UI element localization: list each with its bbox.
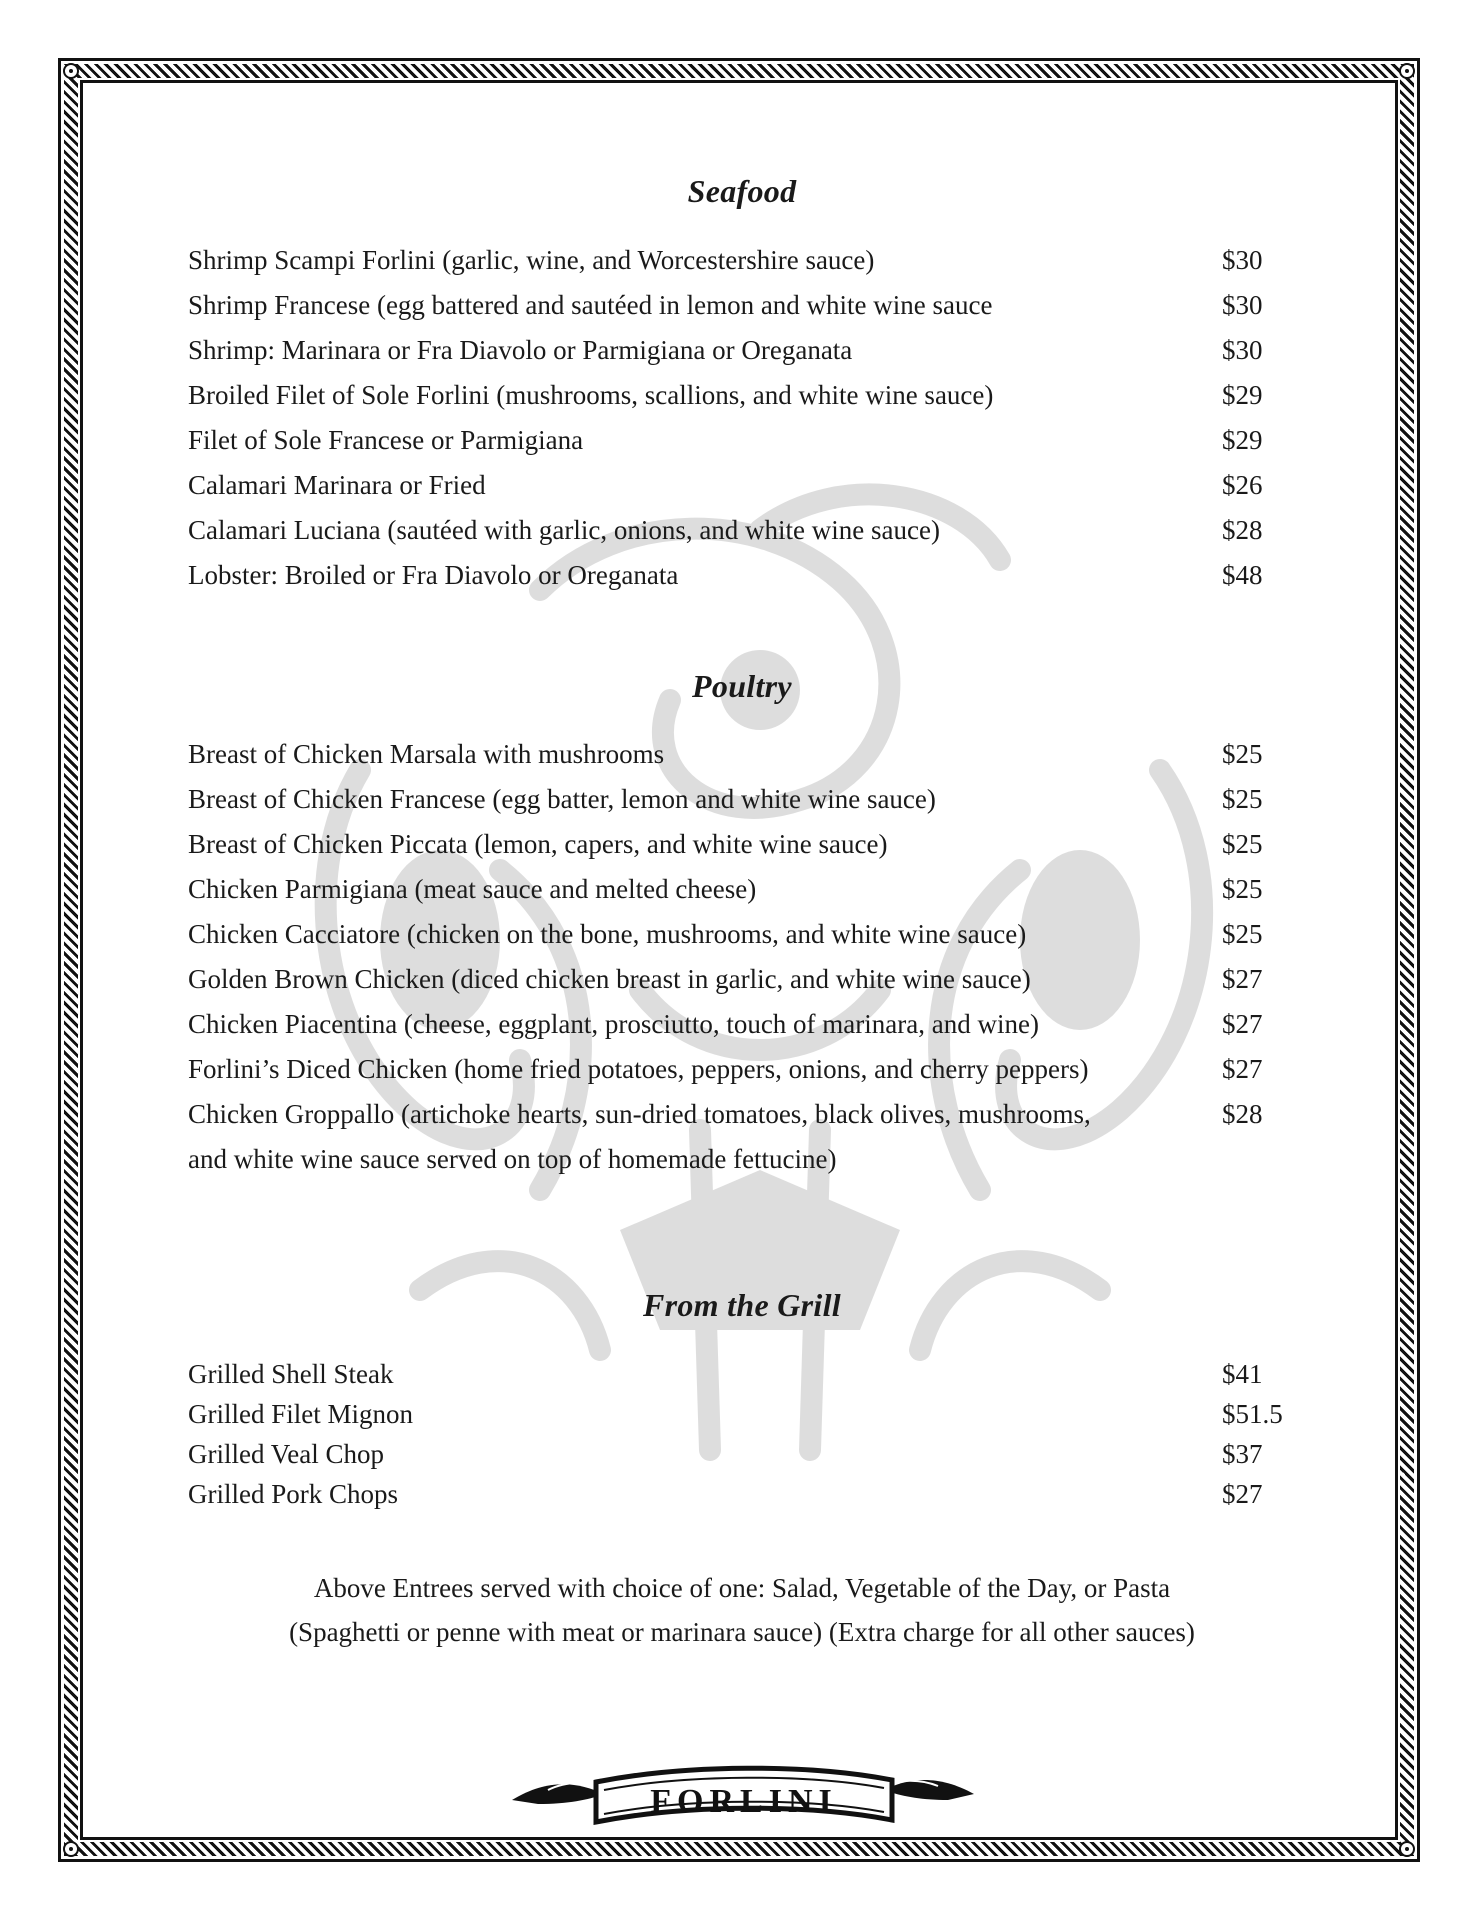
menu-item <box>188 777 1308 822</box>
item-price: $25 <box>1222 829 1263 859</box>
item-price: $30 <box>1222 290 1263 320</box>
item-price: $27 <box>1222 1009 1263 1039</box>
menu-item <box>188 418 1308 463</box>
menu-item <box>188 1474 1308 1514</box>
entree-note <box>0 1566 1484 1654</box>
item-name: Golden Brown Chicken (diced chicken breast in garlic, and white wine sauce) <box>188 964 1031 994</box>
item-name: Calamari Marinara or Fried <box>188 470 486 500</box>
item-name: Chicken Cacciatore (chicken on the bone, mushrooms, and white wine sauce) <box>188 919 1027 949</box>
item-name: Broiled Filet of Sole Forlini (mushrooms, scallions, and white wine sauce) <box>188 380 994 410</box>
item-name: Calamari Luciana (sautéed with garlic, onions, and white wine sauce) <box>188 515 940 545</box>
menu-item <box>188 867 1308 912</box>
seafood-list <box>188 238 1308 598</box>
menu-item <box>188 1434 1308 1474</box>
menu-item <box>188 1047 1308 1092</box>
item-price: $28 <box>1222 1099 1263 1129</box>
menu-item <box>188 1354 1308 1394</box>
item-price: $25 <box>1222 919 1263 949</box>
menu-item <box>188 912 1308 957</box>
item-name: Shrimp Scampi Forlini (garlic, wine, and Worcestershire sauce) <box>188 245 875 275</box>
corner-ornament-icon <box>1399 1841 1415 1857</box>
section-title-seafood: Seafood <box>687 173 797 209</box>
entree-note-line-2: (Spaghetti or penne with meat or marinara sauce) (Extra charge for all other sauces) <box>289 1617 1195 1647</box>
corner-ornament-icon <box>1399 63 1415 79</box>
menu-item <box>188 957 1308 1002</box>
menu-item <box>188 732 1308 777</box>
item-name: Breast of Chicken Marsala with mushrooms <box>188 739 665 769</box>
grill-list <box>188 1354 1308 1514</box>
section-title-poultry: Poultry <box>692 668 792 704</box>
item-price: $30 <box>1222 335 1263 365</box>
item-name: Grilled Pork Chops <box>188 1479 399 1509</box>
item-price: $48 <box>1222 560 1263 590</box>
item-price: $29 <box>1222 425 1263 455</box>
menu-item <box>188 1092 1308 1182</box>
item-price: $28 <box>1222 515 1263 545</box>
item-name: Forlini’s Diced Chicken (home fried potatoes, peppers, onions, and cherry peppers) <box>188 1054 1089 1084</box>
menu-item <box>188 1002 1308 1047</box>
corner-ornament-icon <box>63 63 79 79</box>
menu-item <box>188 508 1308 553</box>
item-name: Shrimp: Marinara or Fra Diavolo or Parmigiana or Oreganata <box>188 335 853 365</box>
item-price: $29 <box>1222 380 1263 410</box>
logo-text: FORLINI <box>650 1783 838 1820</box>
item-name: Breast of Chicken Piccata (lemon, capers, and white wine sauce) <box>188 829 888 859</box>
item-price: $30 <box>1222 245 1263 275</box>
item-name: Chicken Groppallo (artichoke hearts, sun-dried tomatoes, black olives, mushrooms, and white wine sauce served on top of homemade fettucine) <box>188 1099 1091 1174</box>
section-title-grill: From the Grill <box>642 1287 841 1323</box>
menu-item <box>188 373 1308 418</box>
item-price: $27 <box>1222 964 1263 994</box>
item-price: $26 <box>1222 470 1263 500</box>
menu-item <box>188 553 1308 598</box>
menu-item <box>188 822 1308 867</box>
forlini-banner-logo <box>508 1760 978 1832</box>
menu-item <box>188 283 1308 328</box>
item-price: $25 <box>1222 874 1263 904</box>
menu-item <box>188 463 1308 508</box>
item-name: Grilled Veal Chop <box>188 1439 384 1469</box>
item-price: $25 <box>1222 739 1263 769</box>
item-name: Grilled Shell Steak <box>188 1359 394 1389</box>
menu-item <box>188 328 1308 373</box>
item-price: $27 <box>1222 1054 1263 1084</box>
menu-item <box>188 238 1308 283</box>
corner-ornament-icon <box>63 1841 79 1857</box>
item-name: Grilled Filet Mignon <box>188 1399 413 1429</box>
item-name: Lobster: Broiled or Fra Diavolo or Oreganata <box>188 560 679 590</box>
item-name: Breast of Chicken Francese (egg batter, lemon and white wine sauce) <box>188 784 936 814</box>
item-name: Filet of Sole Francese or Parmigiana <box>188 425 584 455</box>
entree-note-line-1: Above Entrees served with choice of one: Salad, Vegetable of the Day, or Pasta <box>313 1573 1171 1603</box>
item-name: Chicken Parmigiana (meat sauce and melted cheese) <box>188 874 757 904</box>
item-name: Shrimp Francese (egg battered and sautéed in lemon and white wine sauce <box>188 290 993 320</box>
item-name: Chicken Piacentina (cheese, eggplant, prosciutto, touch of marinara, and wine) <box>188 1009 1039 1039</box>
item-price: $37 <box>1222 1439 1263 1469</box>
item-price: $27 <box>1222 1479 1263 1509</box>
item-price: $25 <box>1222 784 1263 814</box>
menu-item <box>188 1394 1308 1434</box>
item-price: $41 <box>1222 1359 1263 1389</box>
item-price: $51.5 <box>1222 1399 1283 1429</box>
poultry-list <box>188 732 1308 1182</box>
